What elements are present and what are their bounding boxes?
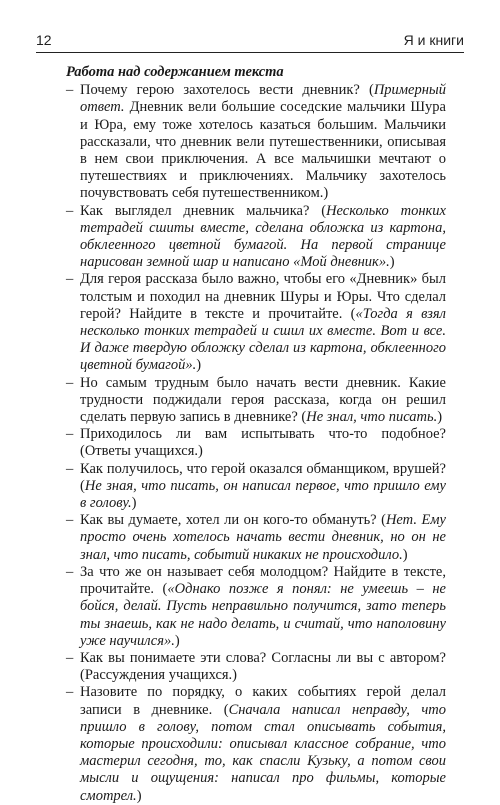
dash-marker: – — [66, 426, 74, 443]
running-title: Я и книги — [403, 32, 464, 48]
question-text: Как вы понимаете эти слова? Согласны ли вы с автором? (Рассуждения учащихся.) — [80, 649, 446, 684]
question-item — [66, 512, 446, 564]
question-item — [66, 271, 446, 374]
dash-marker: – — [66, 271, 74, 288]
dash-marker: – — [66, 202, 74, 219]
dash-marker: – — [66, 684, 74, 701]
answer-tail: ) — [136, 787, 142, 804]
section-heading: Работа над содержанием текста — [66, 64, 284, 80]
answer-tail: Дневник вели большие соседские мальчики Шура и Юра, ему тоже хотелось казаться большим. Мальчики рассказали, что дневник вели путешественники, описывая в нем свои приключения. А все мальчишки мечтают о путешествиях и приключениях. Мальчику захотелось почувствовать себя путешественником.) — [80, 99, 446, 202]
answer-tail: ) — [174, 632, 180, 649]
question-text: Назовите по порядку, о каких событиях герой делал записи в дневнике. ( — [80, 684, 446, 718]
question-item — [66, 426, 446, 460]
page-number: 12 — [36, 32, 52, 48]
question-text: Как выглядел дневник мальчика? ( — [80, 202, 327, 219]
answer-text: «Тогда я взял несколько тонких тетрадей и сшил их вместе. Вот и все. И даже твердую обложку сделал из картона, обклеенного цветной бумагой». — [80, 305, 446, 374]
dash-marker: – — [66, 374, 74, 391]
question-item — [66, 650, 446, 684]
dash-marker: – — [66, 460, 74, 477]
answer-text: Сначала написал неправду, что пришло в голову, потом стал описывать события, которые происходили: описывал классное собрание, что мастерил сегодня, то, как спасли Кузьку, а потом свои мысли и ощущения: написал про фильмы, которые смотрел. — [80, 701, 447, 804]
answer-text: «Однако позже я понял: не умеешь – не бойся, делай. Пусть неправильно получится, зато теперь ты знаешь, как не надо делать, и считай, что наполовину уже научился». — [80, 581, 446, 649]
question-text: Как получилось, что герой оказался обманщиком, врушей? ( — [80, 460, 446, 494]
answer-tail: ) — [389, 254, 395, 271]
answer-tail: ) — [402, 546, 408, 563]
answer-text: Не зная, что писать, он написал первое, что пришло ему в голову. — [80, 477, 446, 512]
question-item — [66, 82, 446, 202]
question-item — [66, 461, 446, 513]
dash-marker: – — [66, 563, 74, 580]
question-item — [66, 564, 446, 650]
question-text: За что же он называет себя молодцом? Найдите в тексте, прочитайте. ( — [80, 563, 446, 598]
answer-text: Примерный ответ. — [80, 82, 446, 116]
question-text: Почему герою захотелось вести дневник? ( — [80, 82, 374, 99]
question-item — [66, 375, 446, 427]
page-content — [66, 64, 446, 805]
answer-text: Не знал, что писать. — [306, 409, 438, 426]
answer-tail: ) — [437, 409, 443, 426]
question-item — [66, 684, 446, 804]
question-text: Для героя рассказа было важно, чтобы его «Дневник» был толстым и походил на дневник Шуры и Юры. Что сделал герой? Найдите в тексте и прочитайте. ( — [80, 271, 446, 322]
answer-text: Несколько тонких тетрадей сшиты вместе, сделана обложка из картона, обклеенного цветной бумагой. На первой странице нарисован земной шар и написано «Мой дневник». — [80, 202, 446, 271]
dash-marker: – — [66, 82, 74, 99]
answer-tail: ) — [196, 357, 202, 374]
question-text: Приходилось ли вам испытывать что-то подобное? (Ответы учащихся.) — [80, 426, 446, 460]
answer-text: Нет. Ему просто очень хотелось начать вести дневник, но он не знал, что писать, событий никаких не происходило. — [80, 512, 446, 563]
dash-marker: – — [66, 512, 74, 529]
question-text: Но самым трудным было начать вести дневник. Какие трудности поджидали героя рассказа, когда он решил сделать первую запись в дневнике? ( — [80, 374, 446, 426]
dash-marker: – — [66, 649, 74, 666]
page-header — [36, 30, 464, 53]
question-text: Как вы думаете, хотел ли он кого-то обмануть? ( — [80, 512, 386, 529]
answer-tail: ) — [131, 495, 137, 512]
question-item — [66, 203, 446, 272]
